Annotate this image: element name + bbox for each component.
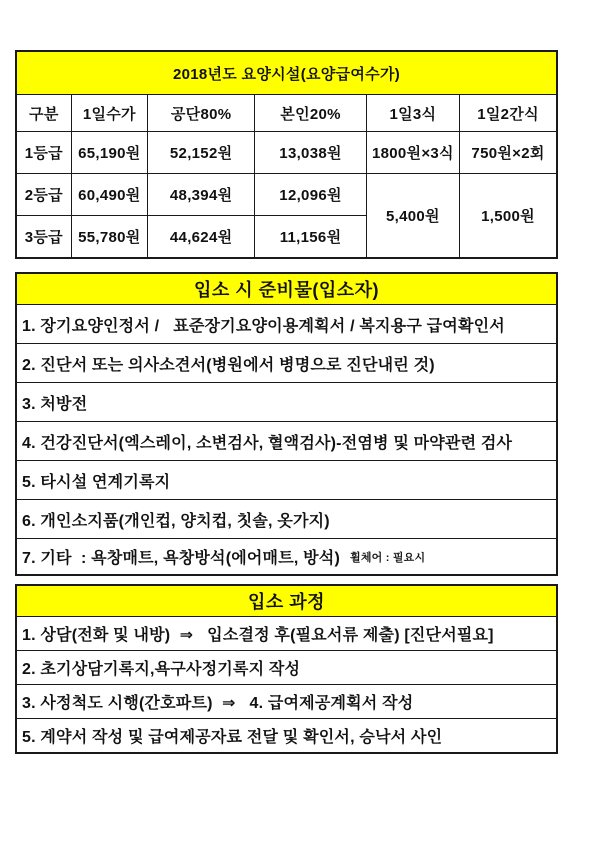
col-header-meals: 1일3식	[366, 95, 459, 132]
grades23-snacks-merged: 1,500원	[460, 174, 557, 259]
col-header-self-20: 본인20%	[255, 95, 366, 132]
prep-section-title: 입소 시 준비물(입소자)	[17, 274, 556, 305]
grade1-self: 13,038원	[255, 132, 366, 174]
fees-table-header-row	[16, 95, 557, 132]
grade2-label: 2등급	[16, 174, 71, 216]
prep-item-1: 1. 장기요양인정서 / 표준장기요양이용계획서 / 복지용구 급여확인서	[22, 317, 505, 335]
prep-item-5: 5. 타시설 연계기록지	[17, 460, 556, 499]
grade2-daily: 60,490원	[71, 174, 147, 216]
grade3-self: 11,156원	[255, 216, 366, 259]
grade2-fund: 48,394원	[147, 174, 254, 216]
prep-item-3: 3. 처방전	[17, 382, 556, 421]
fees-table	[15, 50, 558, 259]
process-section-title: 입소 과정	[17, 586, 556, 617]
prep-section	[15, 272, 558, 576]
prep-item-7-text: 7. 기타 : 욕창매트, 욕창방석(에어매트, 방석)	[22, 550, 340, 567]
grade1-label: 1등급	[16, 132, 71, 174]
grade1-fund: 52,152원	[147, 132, 254, 174]
process-step-5: 5. 계약서 작성 및 급여제공자료 전달 및 확인서, 승낙서 사인	[17, 718, 556, 752]
col-header-fund-80: 공단80%	[147, 95, 254, 132]
prep-item-7-note: 휠체어 : 필요시	[350, 551, 426, 564]
col-header-snacks: 1일2간식	[460, 95, 557, 132]
fee-row-grade2	[16, 174, 557, 216]
process-step-2: 2. 초기상담기록지,욕구사정기록지 작성	[17, 650, 556, 684]
grade3-daily: 55,780원	[71, 216, 147, 259]
fee-row-grade1	[16, 132, 557, 174]
fees-table-title: 2018년도 요양시설(요양급여수가)	[16, 51, 557, 95]
grade1-meals: 1800원×3식	[366, 132, 459, 174]
process-step-1: 1. 상담(전화 및 내방) ⇒ 입소결정 후(필요서류 제출) [진단서필요]	[22, 627, 494, 644]
grade3-label: 3등급	[16, 216, 71, 259]
col-header-daily-rate: 1일수가	[71, 95, 147, 132]
grades23-meals-merged: 5,400원	[366, 174, 459, 259]
process-step-3: 3. 사정척도 시행(간호파트) ⇒ 4. 급여제공계획서 작성	[17, 684, 556, 718]
col-header-category: 구분	[16, 95, 71, 132]
prep-item-6: 6. 개인소지품(개인컵, 양치컵, 칫솔, 옷가지)	[17, 499, 556, 538]
process-section	[15, 584, 558, 754]
prep-item-2: 2. 진단서 또는 의사소견서(병원에서 병명으로 진단내린 것)	[17, 343, 556, 382]
grade1-snacks: 750원×2회	[460, 132, 557, 174]
prep-item-7	[17, 538, 556, 574]
prep-item-4: 4. 건강진단서(엑스레이, 소변검사, 혈액검사)-전염병 및 마약관련 검사	[17, 421, 556, 460]
grade3-fund: 44,624원	[147, 216, 254, 259]
document-page	[15, 50, 558, 754]
fees-table-title-row	[16, 51, 557, 95]
grade2-self: 12,096원	[255, 174, 366, 216]
grade1-daily: 65,190원	[71, 132, 147, 174]
